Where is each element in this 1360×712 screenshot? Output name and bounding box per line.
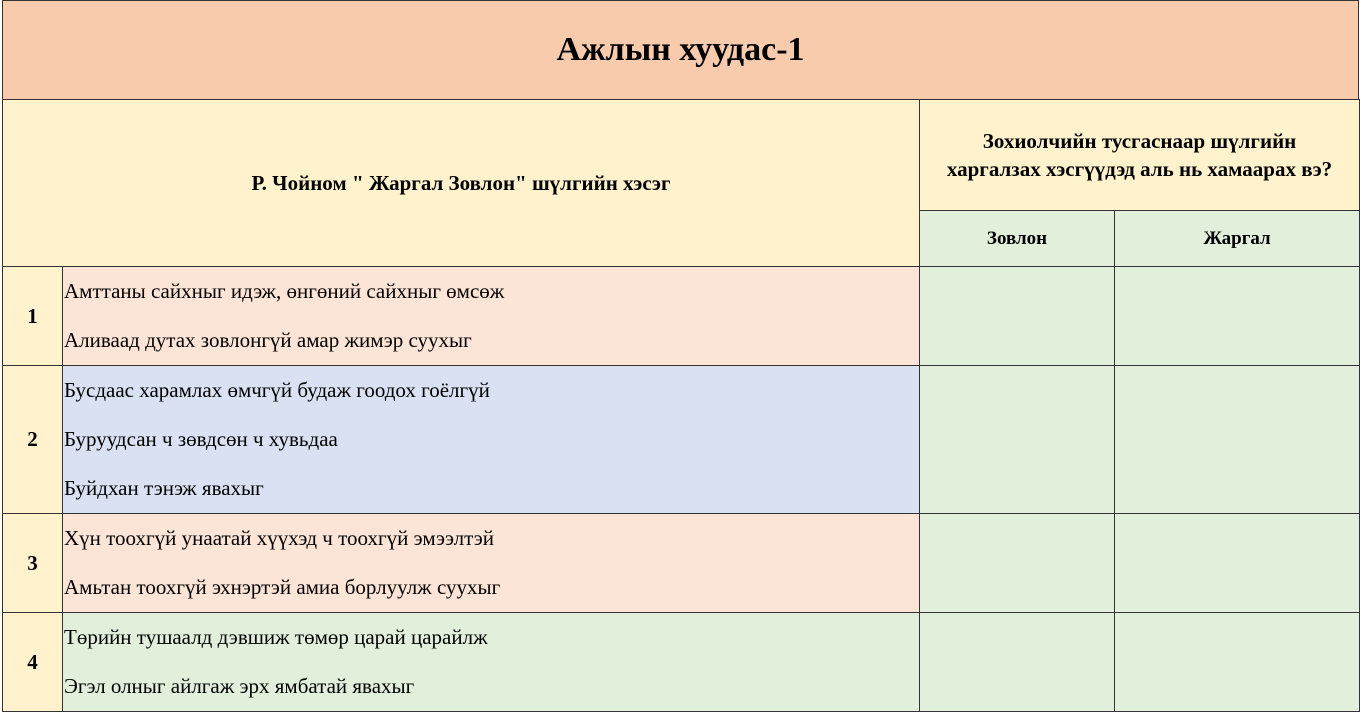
happiness-column-header: Жаргал: [1115, 211, 1360, 267]
poem-line: Төрийн тушаалд дэвшиж төмөр царай царайлж: [64, 625, 488, 649]
happiness-answer-cell[interactable]: [1115, 514, 1360, 613]
poem-line: Амттаны сайхныг идэж, өнгөний сайхныг өмсөж: [64, 279, 505, 303]
poem-line: Буруудсан ч зөвдсөн ч хувьдаа: [64, 427, 338, 451]
poem-excerpt-cell: [63, 514, 920, 613]
question-header: [920, 100, 1360, 211]
suffering-column-header: Зовлон: [920, 211, 1115, 267]
row-number: 1: [3, 267, 63, 366]
worksheet-title: Ажлын хуудас-1: [2, 0, 1359, 100]
suffering-answer-cell[interactable]: [920, 514, 1115, 613]
poem-excerpt-cell: [63, 613, 920, 712]
row-number: 4: [3, 613, 63, 712]
poem-line: Буйдхан тэнэж явахыг: [64, 476, 264, 500]
row-number: 2: [3, 366, 63, 514]
poem-line: Бусдаас харамлах өмчгүй будаж гоодох гоёлгүй: [64, 378, 490, 402]
happiness-answer-cell[interactable]: [1115, 613, 1360, 712]
poem-row: [3, 267, 1360, 366]
suffering-answer-cell[interactable]: [920, 613, 1115, 712]
question-line-2: харгалзах хэсгүүдэд аль нь хамаарах вэ?: [946, 157, 1333, 181]
happiness-answer-cell[interactable]: [1115, 267, 1360, 366]
row-number: 3: [3, 514, 63, 613]
suffering-answer-cell[interactable]: [920, 366, 1115, 514]
poem-row: [3, 514, 1360, 613]
poem-line: Хүн тоохгүй унаатай хүүхэд ч тоохгүй эмээлтэй: [64, 526, 495, 550]
header-row: [3, 100, 1360, 211]
poem-row: [3, 366, 1360, 514]
suffering-answer-cell[interactable]: [920, 267, 1115, 366]
poem-excerpt-cell: [63, 366, 920, 514]
poem-line: Амьтан тоохгүй эхнэртэй амиа борлуулж суухыг: [64, 575, 501, 599]
happiness-answer-cell[interactable]: [1115, 366, 1360, 514]
poem-line: Аливаад дутах зовлонгүй амар жимэр суухыг: [64, 328, 472, 352]
poem-row: [3, 613, 1360, 712]
question-line-1: Зохиолчийн тусгаснаар шүлгийн: [982, 129, 1297, 153]
poem-excerpt-cell: [63, 267, 920, 366]
worksheet-table: [2, 99, 1360, 712]
poem-line: Эгэл олныг айлгаж эрх ямбатай явахыг: [64, 674, 415, 698]
poem-column-header: Р. Чойном " Жаргал Зовлон" шүлгийн хэсэг: [3, 100, 920, 267]
